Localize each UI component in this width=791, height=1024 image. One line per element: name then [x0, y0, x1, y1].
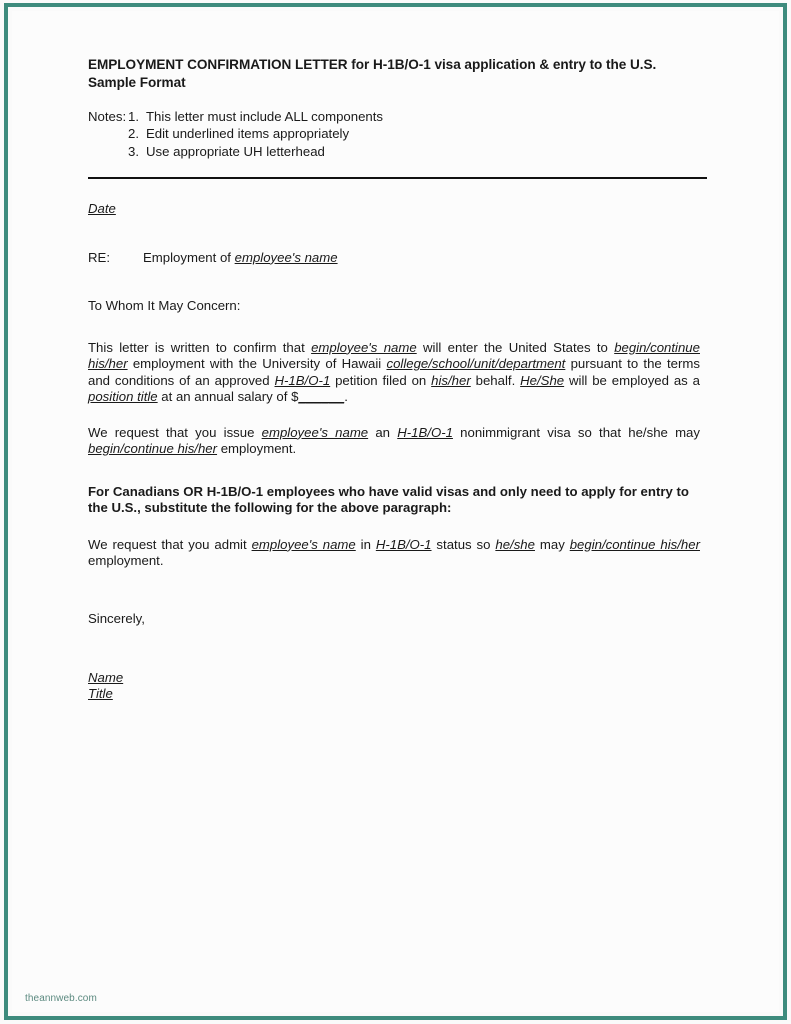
notes-block [88, 108, 700, 160]
paragraph-request-visa [88, 425, 700, 458]
notes-label: Notes: [88, 109, 127, 124]
placeholder-his-her: his/her [431, 372, 471, 388]
text-run: This letter is written to confirm that [88, 339, 312, 355]
text-run: may [534, 536, 570, 552]
placeholder-visa-type: H-1B/O-1 [375, 536, 432, 552]
site-watermark: theannweb.com [25, 993, 97, 1004]
text-run: will enter the United States to [416, 339, 615, 355]
text-run: behalf. [470, 372, 521, 388]
placeholder-employee-name: employee's name [311, 339, 417, 355]
text-run: an [368, 424, 398, 440]
text-run: employment. [88, 553, 164, 569]
note-text: This letter must include ALL components [146, 109, 384, 124]
note-text: Edit underlined items appropriately [146, 126, 350, 142]
paragraph-request-admit [88, 537, 700, 570]
note-item [128, 125, 383, 142]
text-run: will be employed as a [564, 372, 700, 388]
placeholder-employee-name: employee's name [261, 424, 369, 440]
placeholder-he-she: he/she [495, 536, 535, 552]
re-employee-placeholder: employee's name [234, 249, 338, 265]
note-text: Use appropriate UH letterhead [146, 143, 325, 159]
re-content [143, 250, 338, 267]
document-title-line-1: EMPLOYMENT CONFIRMATION LETTER for H-1B/O-1 visa application & entry to the U.S. [88, 57, 657, 72]
paragraph-confirm-employment [88, 340, 700, 406]
placeholder-begin-continue: begin/continue his/her [88, 441, 218, 457]
note-number: 2. [128, 126, 139, 142]
date-placeholder: Date [88, 201, 116, 217]
signature-title-placeholder: Title [88, 686, 113, 702]
note-number: 3. [128, 143, 139, 159]
signature-name-placeholder: Name [88, 670, 124, 686]
document-title-line-2: Sample Format [88, 74, 186, 90]
placeholder-position-title: position title [88, 389, 158, 405]
placeholder-he-she: He/She [520, 372, 565, 388]
note-item [128, 143, 383, 160]
signature-block [88, 670, 700, 702]
closing-line: Sincerely, [88, 610, 145, 626]
text-run: petition filed on [330, 372, 432, 388]
re-prefix: Employment of [143, 249, 235, 265]
letter-body [88, 56, 700, 702]
note-item [128, 108, 383, 125]
text-run: We request that you issue [88, 424, 262, 440]
placeholder-visa-type: H-1B/O-1 [274, 372, 331, 388]
notes-list [128, 108, 383, 160]
text-run: We request that you admit [88, 536, 252, 552]
re-label: RE: [88, 249, 110, 265]
salary-blank: ______ [298, 389, 345, 405]
text-run: pursuant to the terms and conditions of an approved [88, 356, 700, 388]
text-run: employment. [217, 441, 297, 457]
text-run: at an annual salary of $ [157, 389, 299, 405]
placeholder-department: college/school/unit/department [386, 356, 566, 372]
text-run: . [344, 389, 348, 405]
document-title [88, 56, 700, 91]
paragraph-canadians-heading: For Canadians OR H-1B/O-1 employees who have valid visas and only need to apply for entry to the U.S., substitute the following for the above paragraph: [88, 483, 689, 516]
text-run: in [355, 536, 376, 552]
date-line [88, 201, 700, 218]
note-number: 1. [128, 109, 139, 124]
text-run: nonimmigrant visa so that he/she may [452, 424, 700, 440]
text-run: status so [431, 536, 496, 552]
salutation: To Whom It May Concern: [88, 298, 241, 314]
placeholder-begin-continue: begin/continue his/her [88, 339, 700, 372]
placeholder-visa-type: H-1B/O-1 [397, 424, 453, 440]
re-line [88, 250, 700, 267]
placeholder-begin-continue: begin/continue his/her [569, 536, 700, 552]
horizontal-divider [88, 177, 707, 179]
text-run: employment with the University of Hawaii [127, 356, 387, 372]
placeholder-employee-name: employee's name [251, 536, 356, 552]
